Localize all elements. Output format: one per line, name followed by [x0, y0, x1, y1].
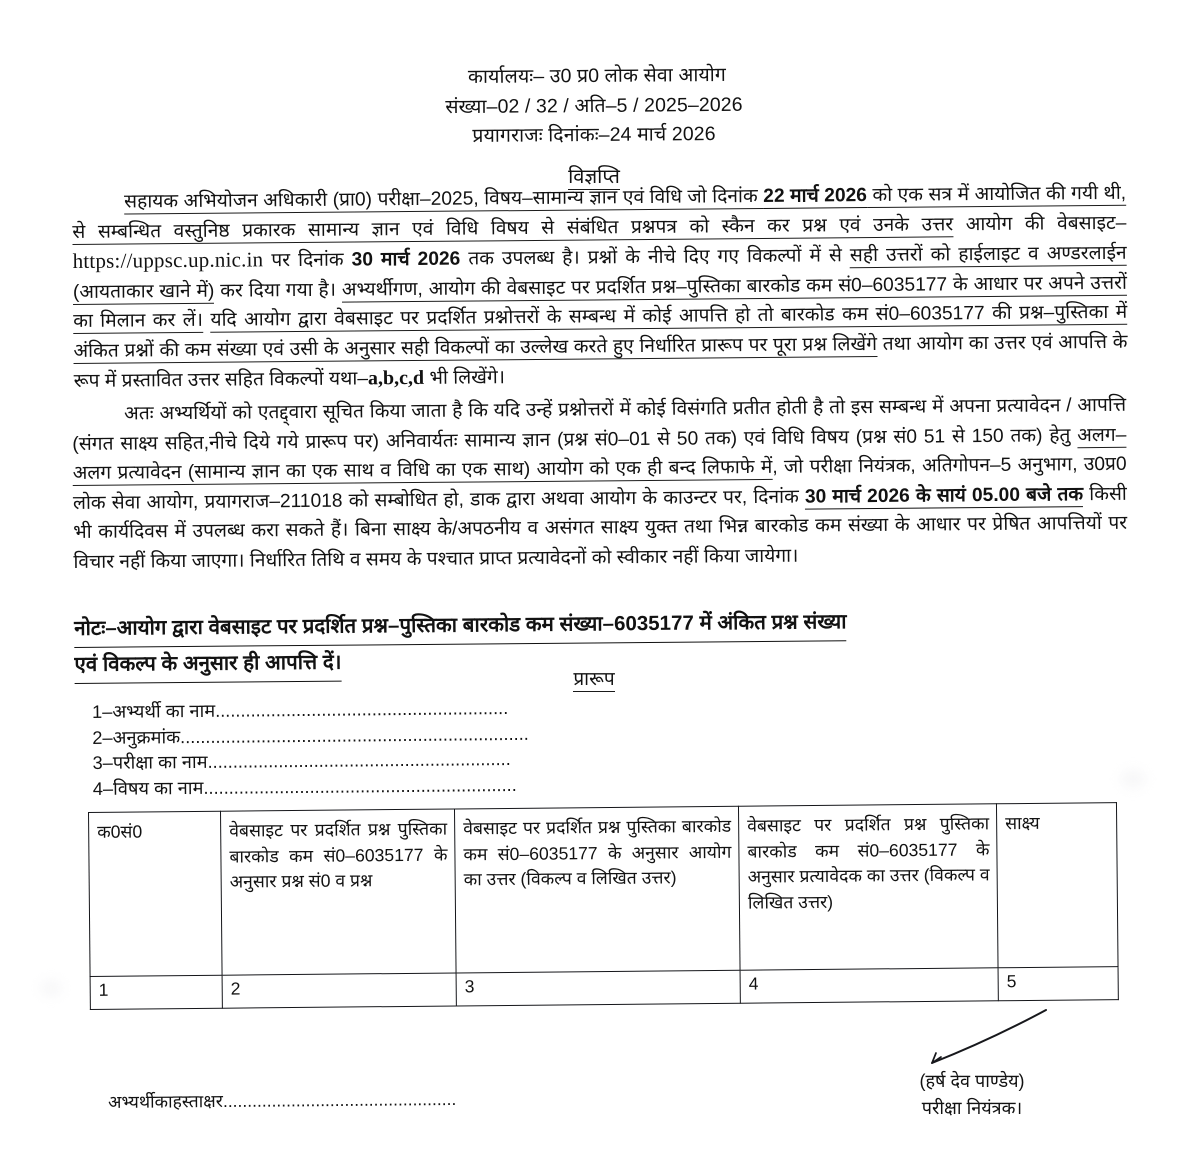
- address-text: , जो परीक्षा नियंत्रक, अतिगोपन–5 अनुभाग, उ0प्र0 लोक सेवा आयोग, प्रयागराज–211018 को सम्बोधित हो, डाक द्वारा अथवा आयोग के काउन्टर पर, दिनांक: [72, 454, 1127, 514]
- commission-website-url: https://uppsc.up.nic.in: [72, 247, 264, 274]
- officer-name: (हर्ष देव पाण्डेय): [919, 1071, 1025, 1091]
- done-text: कर दिया गया है।: [214, 279, 342, 302]
- issuing-officer-block: [852, 1068, 1092, 1122]
- answer-matching-instruction: अभ्यर्थीगण, आयोग की वेबसाइट पर प्रदर्शित प्रश्न–पुस्तिका बारकोड कम सं0–6035177 के आधार पर अपने उत्तरों का मिलान कर लें।: [73, 272, 1127, 333]
- submission-deadline: 30 मार्च 2026 के सायं 05.00 बजे तक: [804, 484, 1084, 508]
- table-header-serial: क0सं0: [89, 811, 223, 976]
- proposed-answer-text: तथा आयोग का उत्तर एवं आपत्ति के रूप में प्रस्तावित उत्तर सहित विकल्पों यथा–: [73, 331, 1128, 392]
- note-line-1: नोटः–आयोग द्वारा वेबसाइट पर प्रदर्शित प्रश्न–पुस्तिका बारकोड कम संख्या–6035177 में अंकित प्रश्न संख्या: [74, 605, 847, 648]
- scan-phrase: प्रश्नपत्र को स्कैन कर प्रश्न एवं उनके उत्तर: [630, 213, 954, 238]
- field-roll-number[interactable]: 2–अनुक्रमांक.....................................................................: [92, 723, 529, 748]
- field-subject-name[interactable]: 4–विषय का नाम..............................................................: [92, 774, 517, 799]
- prarup-heading-text: प्रारूप: [573, 669, 615, 690]
- until-date-lead: पर दिनांक: [263, 249, 352, 272]
- field-candidate-name[interactable]: 1–अभ्यर्थी का नाम..........................................................: [92, 698, 509, 722]
- field-exam-name[interactable]: 3–परीक्षा का नाम............................................................: [92, 748, 511, 773]
- paragraph-notice: [72, 179, 1128, 396]
- document-body: [72, 182, 1128, 578]
- officer-designation: परीक्षा नियंत्रक।: [921, 1098, 1023, 1118]
- paragraph-representation: [72, 391, 1128, 578]
- candidate-signature-field[interactable]: अभ्यर्थीकाहस्ताक्षर................................................: [108, 1088, 457, 1112]
- exam-date: 22 मार्च 2026: [763, 185, 868, 207]
- exam-subject-text: सहायक अभियोजन अधिकारी (प्रा0) परीक्षा–2025, विषय–सामान्य ज्ञान एवं विधि जो दिनांक: [124, 185, 764, 213]
- separate-representation-phrase: अलग–अलग प्रत्यावेदन (सामान्य ज्ञान का एक साथ व विधि का एक साथ) आयोग को एक ही बन्द लिफाफे में: [72, 424, 1127, 485]
- options-lead-text: तक उपलब्ध है। प्रश्नों के नीचे दिए गए विकल्पों में से: [460, 245, 850, 270]
- place-and-date: प्रयागराजः दिनांकः–24 मार्च 2026: [472, 123, 716, 148]
- scan-artifact: [1120, 770, 1146, 788]
- document-title-text: विज्ञप्ति: [568, 166, 620, 188]
- column-number-3: 3: [456, 970, 740, 1006]
- table-header-commission-answer: वेबसाइट पर प्रदर्शित प्रश्न पुस्तिका बारकोड कम सं0–6035177 के अनुसार आयोग का उत्तर (विकल्प व लिखित उत्तर): [454, 806, 740, 973]
- office-name: कार्यालयः– उ0 प्र0 लोक सेवा आयोग: [467, 63, 727, 88]
- conditions-text: किसी भी कार्यदिवस में उपलब्ध करा सकते हैं। बिना साक्ष्य के/अपठनीय व असंगत साक्ष्य युक्त तथा भिन्न बारकोड कम संख्या के आधार पर प्रेषित आपत्तियों पर विचार नहीं किया जाएगा। निर्धारित तिथि व समय के पश्चात प्राप्त प्रत्यावेदनों को स्वीकार नहीं किया जायेगा।: [73, 483, 1128, 574]
- also-write-text: भी लिखेंगे।: [424, 366, 506, 389]
- note-line-2: एवं विकल्प के अनुसार ही आपत्ति दें।: [74, 646, 341, 684]
- table-header-candidate-answer: वेबसाइट पर प्रदर्शित प्रश्न पुस्तिका बारकोड कम सं0–6035177 के अनुसार प्रत्यावेदक का उत्तर (विकल्प व लिखित उत्तर): [738, 804, 998, 970]
- prarup-heading: [0, 665, 1188, 691]
- availability-date: 30 मार्च 2026: [351, 248, 461, 271]
- column-number-4: 4: [740, 968, 998, 1003]
- letterhead: [0, 62, 1188, 151]
- objection-format-table: [88, 802, 1119, 1010]
- column-number-1: 1: [90, 975, 222, 1009]
- signature-stroke-icon: [900, 1008, 1050, 1066]
- column-number-5: 5: [998, 967, 1118, 1001]
- column-number-2: 2: [222, 973, 456, 1008]
- table-header-evidence: साक्ष्य: [996, 803, 1118, 968]
- form-fields: [92, 696, 529, 802]
- highlight-underline-phrase: सही उत्तरों को हाईलाइट व अण्डरलाईन (आयताकार खाने में): [72, 242, 1127, 303]
- objection-format-table-wrapper: [88, 802, 1118, 1010]
- related-paper-text: को एक सत्र में आयोजित की गयी थी, से सम्बन्धित वस्तुनिष्ठ प्रकारक सामान्य ज्ञान एवं विधि विषय से संबंधित: [72, 182, 1127, 243]
- website-lead-text: आयोग की वेबसाइट–: [953, 212, 1127, 235]
- objection-procedure-instruction: यदि आयोग द्वारा वेबसाइट पर प्रदर्शित प्रश्नोत्तरों के सम्बन्ध में कोई आपत्ति हो तो बारकोड कम सं0–6035177 की प्रश्न–पुस्तिका में अंकित प्रश्नों की कम संख्या एवं उसी के अनुसार सही विकल्पों का उल्लेख करते हुए निर्धारित प्रारूप पर पूरा प्रश्न लिखेंगे: [73, 302, 1128, 362]
- table-header-row: [89, 803, 1119, 977]
- representation-lead-text: अतः अभ्यर्थियों को एतद्द्वारा सूचित किया जाता है कि यदि उन्हें प्रश्नोत्तरों में कोई विसंगति प्रतीत होती है तो इस सम्बन्ध में अपना प्रत्यावेदन / आपत्ति (संगत साक्ष्य सहित,नीचे दिये गये प्रारूप पर) अनिवार्यतः सामान्य ज्ञान (प्रश्न सं0–01 से 50 तक) एवं विधि विषय (प्रश्न सं0 51 से 150 तक) हेतु: [72, 394, 1127, 455]
- reference-number: संख्या–02 / 32 / अति–5 / 2025–2026: [445, 93, 743, 118]
- table-header-question: वेबसाइट पर प्रदर्शित प्रश्न पुस्तिका बारकोड कम सं0–6035177 के अनुसार प्रश्न सं0 व प्रश्न: [220, 809, 456, 975]
- answer-options-abcd: a,b,c,d: [367, 366, 425, 389]
- scan-artifact: [40, 980, 62, 996]
